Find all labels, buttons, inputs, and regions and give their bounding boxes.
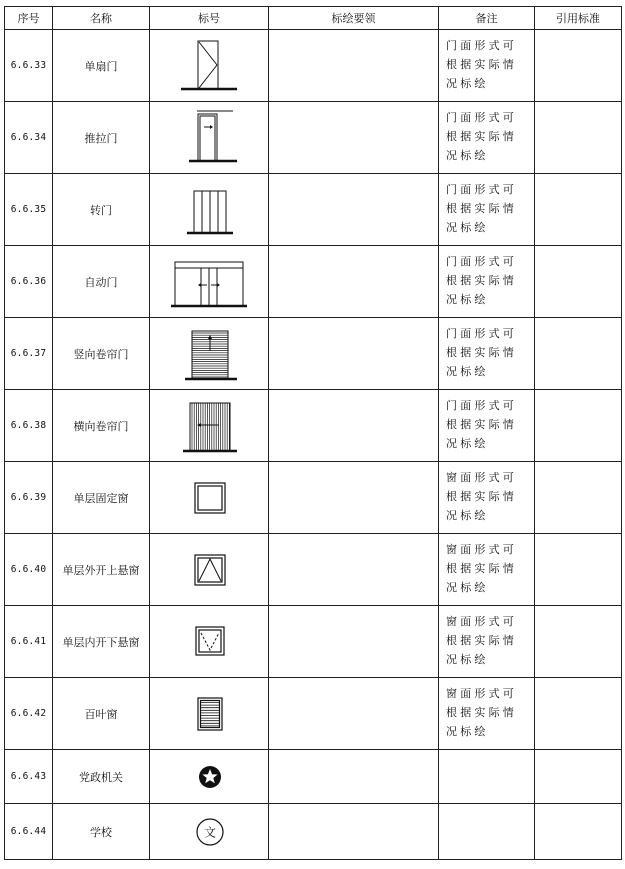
table-row <box>5 102 622 174</box>
school-symbol-char: 文 <box>203 825 217 839</box>
header-standard: 引用标准 <box>535 7 622 30</box>
header-remark: 备注 <box>439 7 535 30</box>
row-remark: 门面形式可根据实际情况标绘 <box>439 30 535 102</box>
row-name: 竖向卷帘门 <box>53 318 150 390</box>
row-name: 学校 <box>53 804 150 860</box>
row-remark: 门面形式可根据实际情况标绘 <box>439 390 535 462</box>
row-remark: 窗面形式可根据实际情况标绘 <box>439 462 535 534</box>
row-method <box>269 534 439 606</box>
louver-window-icon <box>153 683 265 745</box>
row-name: 转门 <box>53 174 150 246</box>
row-standard <box>535 390 622 462</box>
fixed-window-icon <box>153 467 265 529</box>
row-method <box>269 678 439 750</box>
row-remark <box>439 750 535 804</box>
table-row <box>5 804 622 860</box>
row-method <box>269 750 439 804</box>
row-standard <box>535 462 622 534</box>
row-code: 6.6.39 <box>5 462 53 534</box>
row-symbol <box>150 390 269 462</box>
school-icon <box>153 807 265 857</box>
header-method: 标绘要领 <box>269 7 439 30</box>
row-standard <box>535 246 622 318</box>
row-code: 6.6.41 <box>5 606 53 678</box>
row-standard <box>535 174 622 246</box>
row-remark: 门面形式可根据实际情况标绘 <box>439 318 535 390</box>
header-name: 名称 <box>53 7 150 30</box>
government-office-icon <box>153 753 265 801</box>
revolving-door-icon <box>153 179 265 241</box>
table-row <box>5 462 622 534</box>
row-symbol <box>150 246 269 318</box>
row-standard <box>535 750 622 804</box>
row-code: 6.6.37 <box>5 318 53 390</box>
row-symbol <box>150 750 269 804</box>
row-remark: 门面形式可根据实际情况标绘 <box>439 174 535 246</box>
row-standard <box>535 534 622 606</box>
row-method <box>269 30 439 102</box>
row-remark: 门面形式可根据实际情况标绘 <box>439 102 535 174</box>
row-name: 单扇门 <box>53 30 150 102</box>
row-code: 6.6.42 <box>5 678 53 750</box>
row-symbol <box>150 462 269 534</box>
table-row <box>5 174 622 246</box>
row-standard <box>535 30 622 102</box>
row-code: 6.6.40 <box>5 534 53 606</box>
row-symbol <box>150 606 269 678</box>
table-row <box>5 750 622 804</box>
row-code: 6.6.33 <box>5 30 53 102</box>
row-method <box>269 462 439 534</box>
row-name: 自动门 <box>53 246 150 318</box>
table-row <box>5 606 622 678</box>
row-name: 单层内开下悬窗 <box>53 606 150 678</box>
row-code: 6.6.36 <box>5 246 53 318</box>
row-remark: 窗面形式可根据实际情况标绘 <box>439 606 535 678</box>
row-method <box>269 804 439 860</box>
row-name: 推拉门 <box>53 102 150 174</box>
row-code: 6.6.35 <box>5 174 53 246</box>
row-code: 6.6.44 <box>5 804 53 860</box>
row-method <box>269 102 439 174</box>
row-standard <box>535 678 622 750</box>
table-row <box>5 30 622 102</box>
horizontal-roller-shutter-icon <box>153 395 265 457</box>
top-hung-outward-window-icon <box>153 539 265 601</box>
bottom-hung-inward-window-icon <box>153 611 265 673</box>
table-row <box>5 678 622 750</box>
sliding-door-icon <box>153 107 265 169</box>
row-symbol <box>150 102 269 174</box>
row-remark: 窗面形式可根据实际情况标绘 <box>439 678 535 750</box>
row-standard <box>535 102 622 174</box>
row-name: 横向卷帘门 <box>53 390 150 462</box>
table-row <box>5 390 622 462</box>
row-symbol <box>150 318 269 390</box>
row-symbol <box>150 30 269 102</box>
row-method <box>269 246 439 318</box>
row-code: 6.6.38 <box>5 390 53 462</box>
row-code: 6.6.34 <box>5 102 53 174</box>
row-name: 党政机关 <box>53 750 150 804</box>
row-method <box>269 606 439 678</box>
row-method <box>269 390 439 462</box>
row-standard <box>535 318 622 390</box>
row-standard <box>535 606 622 678</box>
row-symbol <box>150 678 269 750</box>
row-name: 百叶窗 <box>53 678 150 750</box>
row-symbol <box>150 804 269 860</box>
table-row <box>5 246 622 318</box>
row-method <box>269 174 439 246</box>
header-symbol: 标号 <box>150 7 269 30</box>
row-remark: 门面形式可根据实际情况标绘 <box>439 246 535 318</box>
row-remark <box>439 804 535 860</box>
vertical-roller-shutter-icon <box>153 323 265 385</box>
row-method <box>269 318 439 390</box>
row-symbol <box>150 174 269 246</box>
table-header-row <box>5 7 622 30</box>
row-standard <box>535 804 622 860</box>
row-name: 单层外开上悬窗 <box>53 534 150 606</box>
header-seq: 序号 <box>5 7 53 30</box>
row-symbol <box>150 534 269 606</box>
row-code: 6.6.43 <box>5 750 53 804</box>
table-row <box>5 318 622 390</box>
single-door-icon <box>153 35 265 97</box>
symbol-table <box>4 6 622 860</box>
automatic-door-icon <box>153 251 265 313</box>
table-row <box>5 534 622 606</box>
row-name: 单层固定窗 <box>53 462 150 534</box>
row-remark: 窗面形式可根据实际情况标绘 <box>439 534 535 606</box>
